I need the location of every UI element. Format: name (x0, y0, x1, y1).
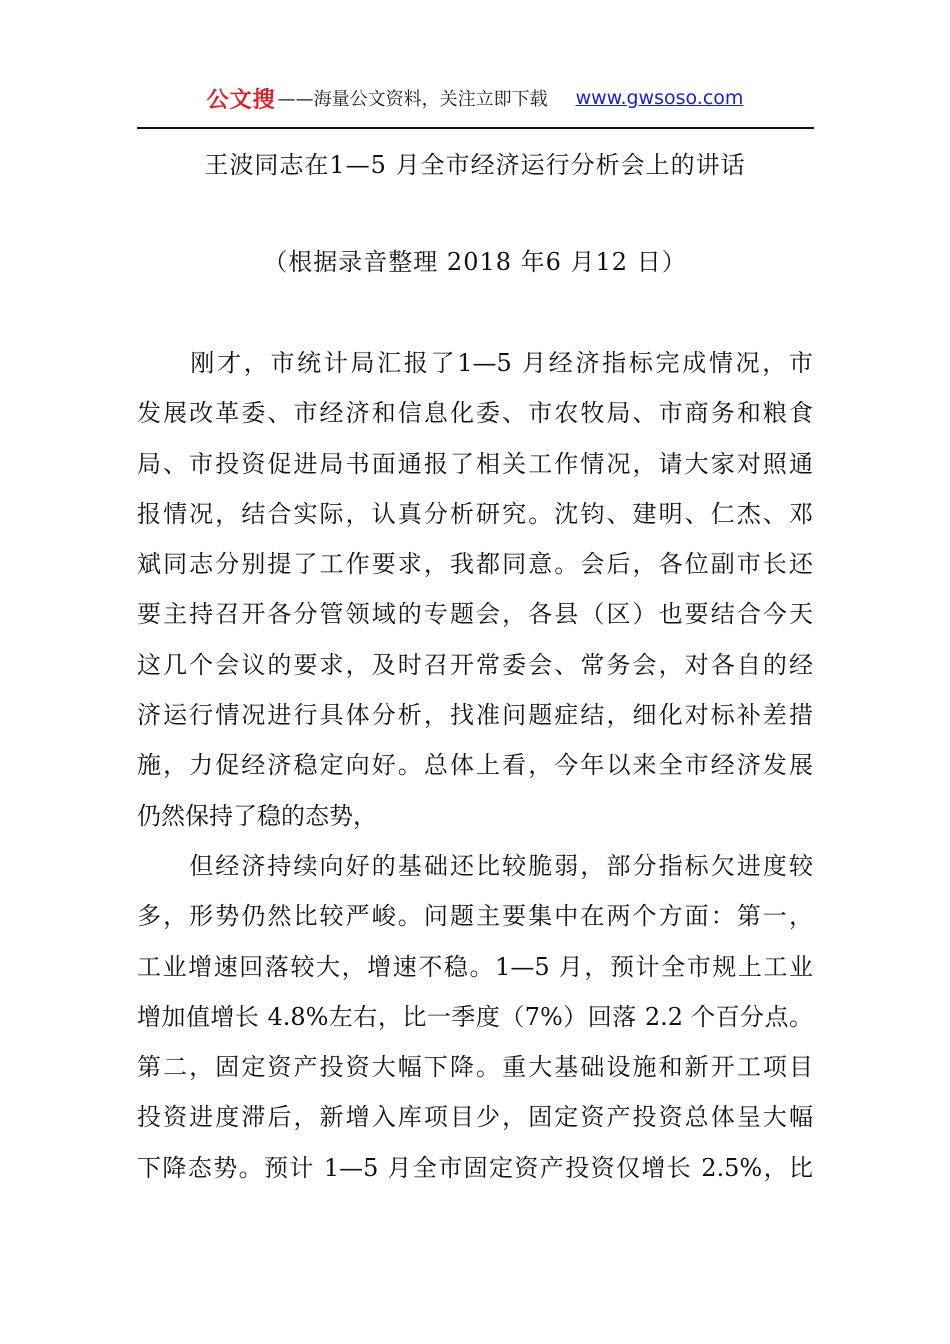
header-slogan: ——海量公文资料，关注立即下载 (277, 89, 548, 110)
text-line: 投资进度滞后，新增入库项目少，固定资产投资总体呈大幅 (137, 1103, 813, 1132)
site-link[interactable]: www.gwsoso.com (575, 87, 744, 109)
document-title: 王波同志在1—5 月全市经济运行分析会上的讲话 (204, 151, 746, 179)
site-header (137, 80, 813, 116)
text-line: 刚才，市统计局汇报了1—5 月经济指标完成情况，市 (137, 349, 813, 377)
text-line: 下降态势。预计 1—5 月全市固定资产投资仅增长 2.5%，比 (137, 1153, 813, 1182)
text-line: 济运行情况进行具体分析，找准问题症结，细化对标补差措 (137, 701, 813, 730)
paragraph-1 (137, 338, 813, 841)
brand-logo-text: 公文搜 (206, 87, 276, 113)
text-line: 施，力促经济稳定向好。总体上看，今年以来全市经济发展 (137, 751, 813, 780)
text-line: 仍然保持了稳的态势， (137, 801, 377, 830)
text-line: 要主持召开各分管领域的专题会，各县（区）也要结合今天 (137, 600, 813, 629)
paragraph-2 (137, 841, 813, 1193)
text-line: 发展改革委、市经济和信息化委、市农牧局、市商务和粮食 (137, 399, 813, 428)
text-line: 增加值增长 4.8%左右，比一季度（7%）回落 2.2 个百分点。 (137, 1002, 813, 1031)
text-line: 斌同志分别提了工作要求，我都同意。会后，各位副市长还 (137, 550, 813, 579)
text-line: 报情况，结合实际，认真分析研究。沈钧、建明、仁杰、邓 (137, 499, 813, 528)
text-line: 但经济持续向好的基础还比较脆弱，部分指标欠进度较 (137, 851, 813, 880)
text-line: 这几个会议的要求，及时召开常委会、常务会，对各自的经 (137, 650, 813, 679)
text-line: 多，形势仍然比较严峻。问题主要集中在两个方面：第一， (137, 902, 813, 931)
document-subtitle: （根据录音整理 2018 年6 月12 日） (263, 248, 687, 276)
text-line: 第二，固定资产投资大幅下降。重大基础设施和新开工项目 (137, 1053, 813, 1082)
text-line: 局、市投资促进局书面通报了相关工作情况，请大家对照通 (137, 449, 813, 478)
text-line: 工业增速回落较大，增速不稳。1—5 月，预计全市规上工业 (137, 952, 813, 981)
document-body (137, 338, 813, 1193)
header-divider (137, 127, 814, 129)
